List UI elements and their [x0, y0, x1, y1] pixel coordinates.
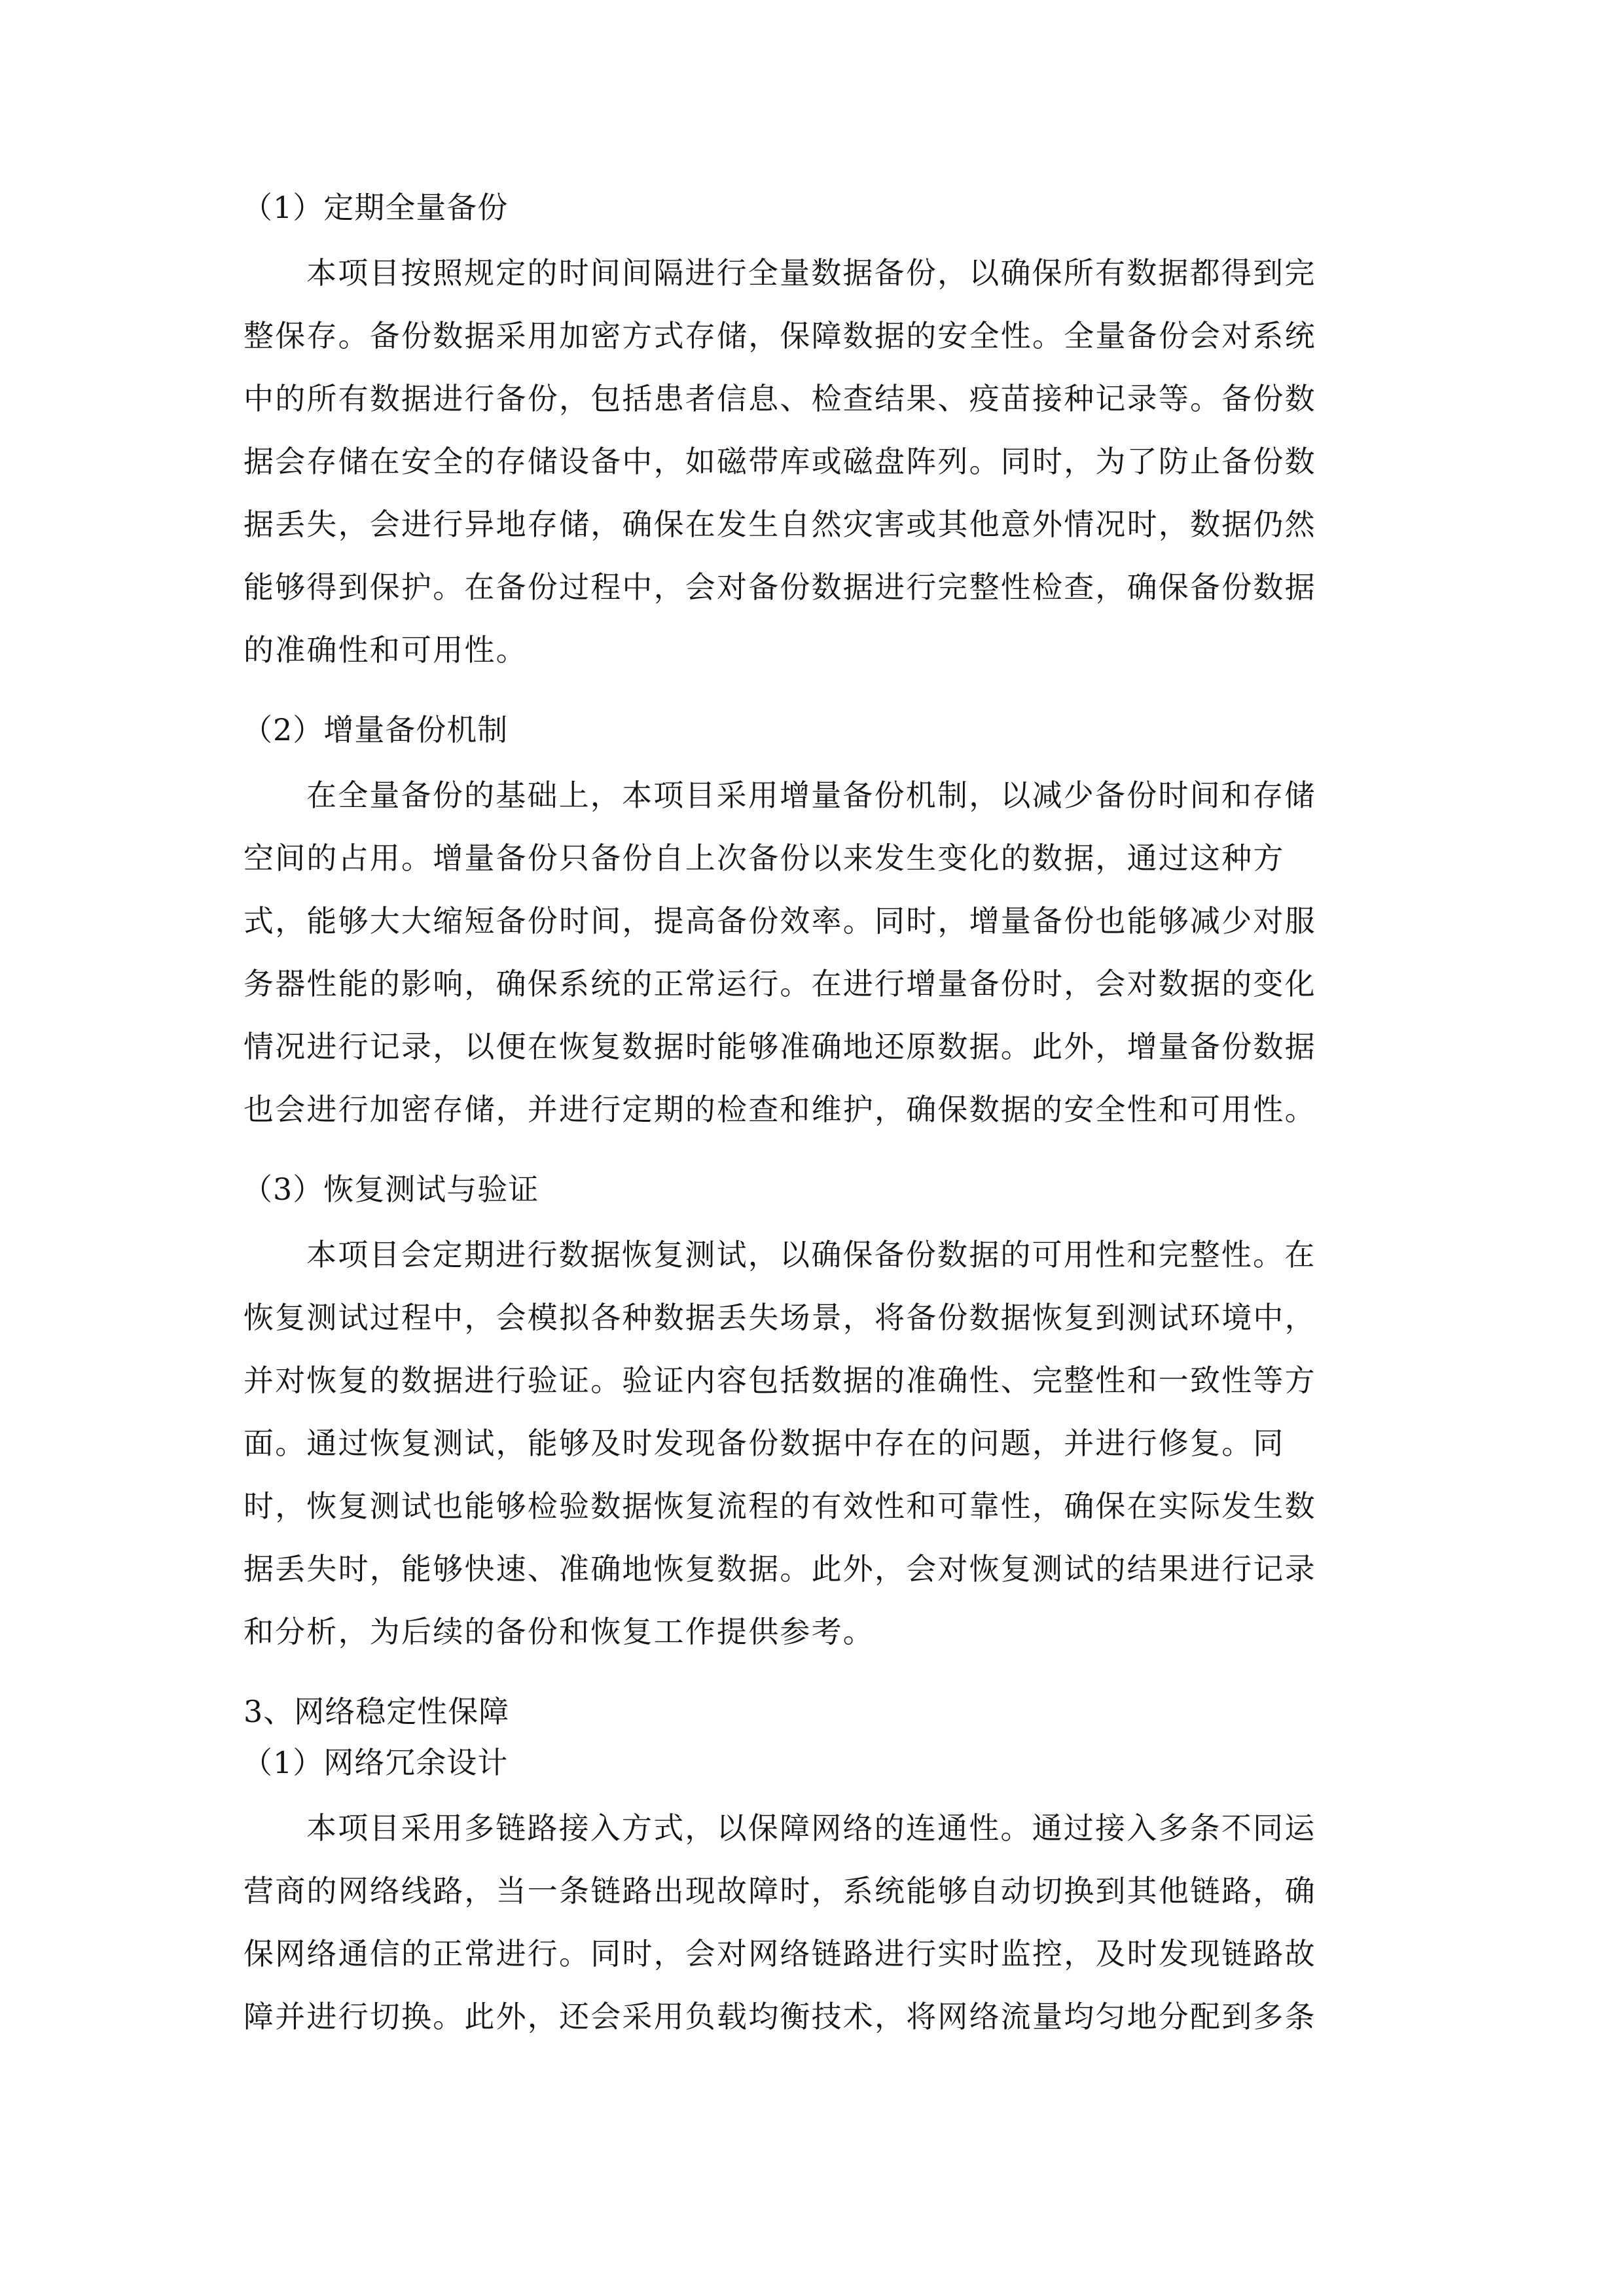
heading-incremental-backup: （2）增量备份机制 [242, 712, 509, 747]
paragraph-line: 空间的占用。增量备份只备份自上次备份以来发生变化的数据，通过这种方 [244, 840, 1285, 876]
document-body [244, 187, 1375, 2056]
paragraph-line: 时，恢复测试也能够检验数据恢复流程的有效性和可靠性，确保在实际发生数 [244, 1488, 1316, 1524]
paragraph-line: 在全量备份的基础上，本项目采用增量备份机制，以减少备份时间和存储 [306, 778, 1316, 813]
heading-recovery-test: （3）恢复测试与验证 [242, 1172, 539, 1207]
paragraph-line: 情况进行记录，以便在恢复数据时能够准确地还原数据。此外，增量备份数据 [244, 1029, 1316, 1064]
paragraph-line: 据丢失时，能够快速、准确地恢复数据。此外，会对恢复测试的结果进行记录 [244, 1551, 1316, 1587]
paragraph-line: 中的所有数据进行备份，包括患者信息、检查结果、疫苗接种记录等。备份数 [244, 381, 1316, 416]
paragraph-line: 务器性能的影响，确保系统的正常运行。在进行增量备份时，会对数据的变化 [244, 966, 1316, 1001]
paragraph-line: 恢复测试过程中，会模拟各种数据丢失场景，将备份数据恢复到测试环境中， [244, 1300, 1316, 1335]
paragraph-recovery-test [244, 1231, 1375, 1671]
paragraph-line: 本项目采用多链路接入方式，以保障网络的连通性。通过接入多条不同运 [306, 1810, 1316, 1846]
paragraph-network-redundancy [244, 1804, 1375, 2056]
paragraph-incremental-backup [244, 772, 1375, 1149]
heading-full-backup: （1）定期全量备份 [242, 190, 509, 225]
paragraph-line: 本项目会定期进行数据恢复测试，以确保备份数据的可用性和完整性。在 [306, 1237, 1316, 1272]
paragraph-line: 整保存。备份数据采用加密方式存储，保障数据的安全性。全量备份会对系统 [244, 318, 1316, 353]
paragraph-line: 面。通过恢复测试，能够及时发现备份数据中存在的问题，并进行修复。同 [244, 1426, 1285, 1461]
heading-network-stability: 3、网络稳定性保障 [244, 1694, 510, 1729]
paragraph-line: 并对恢复的数据进行验证。验证内容包括数据的准确性、完整性和一致性等方 [244, 1363, 1316, 1398]
paragraph-line: 也会进行加密存储，并进行定期的检查和维护，确保数据的安全性和可用性。 [244, 1092, 1316, 1127]
paragraph-line: 式，能够大大缩短备份时间，提高备份效率。同时，增量备份也能够减少对服 [244, 903, 1316, 939]
heading-network-redundancy: （1）网络冗余设计 [242, 1745, 509, 1780]
paragraph-line: 本项目按照规定的时间间隔进行全量数据备份，以确保所有数据都得到完 [306, 255, 1316, 291]
paragraph-line: 据会存储在安全的存储设备中，如磁带库或磁盘阵列。同时，为了防止备份数 [244, 444, 1316, 479]
paragraph-line: 保网络通信的正常进行。同时，会对网络链路进行实时监控，及时发现链路故 [244, 1936, 1316, 1971]
paragraph-line: 据丢失，会进行异地存储，确保在发生自然灾害或其他意外情况时，数据仍然 [244, 507, 1316, 542]
paragraph-line: 能够得到保护。在备份过程中，会对备份数据进行完整性检查，确保备份数据 [244, 569, 1316, 605]
paragraph-line: 的准确性和可用性。 [244, 632, 528, 668]
paragraph-line: 营商的网络线路，当一条链路出现故障时，系统能够自动切换到其他链路，确 [244, 1873, 1316, 1909]
paragraph-line: 和分析，为后续的备份和恢复工作提供参考。 [244, 1614, 875, 1649]
paragraph-line: 障并进行切换。此外，还会采用负载均衡技术，将网络流量均匀地分配到多条 [244, 1999, 1316, 2034]
paragraph-full-backup [244, 249, 1375, 689]
